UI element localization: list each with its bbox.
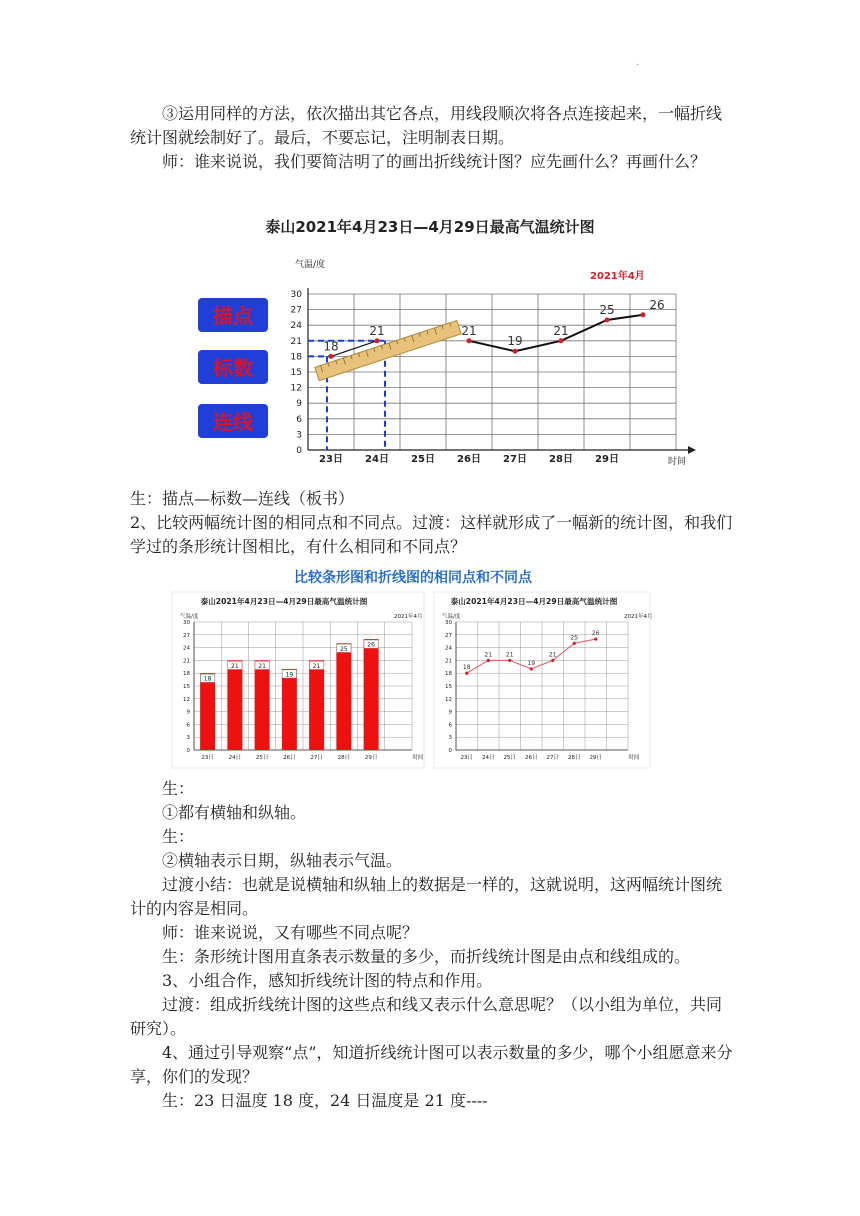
data-point xyxy=(487,659,490,662)
paragraph-1: ③运用同样的方法，依次描出其它各点，用线段顺次将各点连接起来，一幅折线统计图就绘制好了。最后，不要忘记，注明制表日期。 xyxy=(130,104,723,147)
x-tick-label: 27日 xyxy=(310,755,323,761)
x-axis-arrow xyxy=(688,446,696,454)
annotation-button-label xyxy=(198,350,268,384)
data-label: 26 xyxy=(649,297,665,312)
paragraph-3: 生：描点—标数—连线（板书） xyxy=(130,489,355,508)
data-label: 21 xyxy=(369,323,385,338)
paragraph-6: ①都有横轴和纵轴。 xyxy=(162,803,307,822)
x-tick-label: 26日 xyxy=(283,755,296,761)
x-axis-label: 时间 xyxy=(412,755,424,761)
comparison-title: 比较条形图和折线图的相同点和不同点 xyxy=(294,570,532,586)
data-point xyxy=(329,354,334,359)
paragraph-15: 生：23 日温度 18 度，24 日温度是 21 度---- xyxy=(162,1091,488,1110)
y-tick-label: 27 xyxy=(445,632,452,639)
data-label: 18 xyxy=(323,339,339,354)
data-label: 26 xyxy=(591,630,600,638)
bar xyxy=(364,639,379,750)
paragraph-14: 4、通过引导观察“点”，知道折线统计图可以表示数量的多少，哪个小组愿意来分享，你们的发现？ xyxy=(130,1043,733,1086)
annotation-label-plot: 描点 xyxy=(213,304,253,328)
paragraph-10: 师：谁来说说，又有哪些不同点呢？ xyxy=(162,923,419,942)
data-point xyxy=(559,338,564,343)
y-tick-label: 30 xyxy=(183,620,190,626)
y-tick-label: 21 xyxy=(445,658,452,665)
x-tick-label: 27日 xyxy=(546,755,559,761)
data-label: 21 xyxy=(461,323,477,338)
paragraph-2: 师：谁来说说，我们要简洁明了的画出折线统计图？应先画什么？再画什么？ xyxy=(162,152,707,171)
y-axis-label: 气温/度 xyxy=(295,260,326,270)
paragraph-7: 生： xyxy=(162,827,195,846)
y-tick-label: 9 xyxy=(296,399,302,410)
bar xyxy=(227,660,242,750)
data-point xyxy=(467,338,472,343)
data-label: 25 xyxy=(599,303,615,317)
paragraph-8: ②横轴表示日期，纵轴表示气温。 xyxy=(162,851,403,870)
y-tick-label: 18 xyxy=(445,671,452,678)
bar xyxy=(255,660,270,750)
x-tick-label: 25日 xyxy=(411,454,435,465)
x-tick-label: 23日 xyxy=(460,755,473,761)
data-point xyxy=(375,338,380,343)
y-axis-label: 气温/度 xyxy=(442,614,461,620)
y-tick-label: 21 xyxy=(183,658,190,665)
bar xyxy=(282,669,297,750)
paragraph-5: 生： xyxy=(162,779,195,798)
annotation-label-number: 标数 xyxy=(213,356,253,380)
data-label: 21 xyxy=(548,651,557,659)
y-tick-label: 30 xyxy=(445,620,452,626)
annotation-button-plot xyxy=(198,298,268,332)
y-axis-label: 气温/度 xyxy=(180,614,199,620)
data-label: 26 xyxy=(367,641,375,649)
y-tick-label: 21 xyxy=(290,336,302,347)
data-label: 21 xyxy=(553,323,569,338)
y-tick-label: 12 xyxy=(290,383,302,394)
x-tick-label: 24日 xyxy=(365,454,389,465)
chart-date-note: 2021年4月 xyxy=(394,614,423,620)
paragraph-13: 过渡：组成折线统计图的这些点和线又表示什么意思呢？（以小组为单位，共同研究）。 xyxy=(130,995,723,1038)
x-tick-label: 28日 xyxy=(549,454,573,465)
bar xyxy=(309,660,324,750)
figure-line-chart-annotated xyxy=(190,212,710,478)
y-tick-label: 15 xyxy=(290,368,302,378)
y-tick-label: 24 xyxy=(183,645,190,652)
data-label: 21 xyxy=(505,651,514,659)
data-point xyxy=(641,312,646,317)
y-tick-label: 18 xyxy=(183,671,190,678)
chart-title: 泰山2021年4月23日—4月29日最高气温统计图 xyxy=(450,597,618,606)
y-tick-label: 27 xyxy=(290,305,302,316)
x-tick-label: 25日 xyxy=(503,755,516,761)
data-label: 25 xyxy=(340,645,348,653)
data-label: 19 xyxy=(527,659,536,667)
y-tick-label: 3 xyxy=(296,430,302,441)
paragraph-11: 生：条形统计图用直条表示数量的多少，而折线统计图是由点和线组成的。 xyxy=(162,947,691,966)
y-tick-label: 0 xyxy=(186,748,190,754)
y-tick-label: 9 xyxy=(186,709,190,716)
x-tick-label: 29日 xyxy=(364,755,378,761)
figure-comparison xyxy=(170,566,670,774)
y-tick-label: 27 xyxy=(183,632,190,639)
data-point xyxy=(513,349,518,354)
bar xyxy=(200,673,215,750)
paragraph-9: 过渡小结：也就是说横轴和纵轴上的数据是一样的，这就说明，这两幅统计图统计的内容是相同。 xyxy=(130,875,723,918)
x-tick-label: 27日 xyxy=(503,454,527,465)
y-tick-label: 18 xyxy=(290,352,302,363)
bar xyxy=(336,643,351,750)
y-tick-label: 9 xyxy=(448,709,452,716)
y-tick-label: 6 xyxy=(186,722,190,729)
y-tick-label: 6 xyxy=(296,414,302,425)
data-point xyxy=(573,642,576,645)
comparison-figure xyxy=(170,566,670,770)
annotation-label-connect: 连线 xyxy=(213,410,253,434)
y-tick-label: 12 xyxy=(445,696,452,703)
data-point xyxy=(508,659,511,662)
x-tick-label: 28日 xyxy=(568,755,581,761)
data-label: 18 xyxy=(462,664,471,672)
chart-line-main xyxy=(190,212,710,474)
page-top-mark: · xyxy=(636,60,640,71)
x-tick-label: 26日 xyxy=(525,755,538,761)
data-label: 21 xyxy=(484,651,493,659)
y-tick-label: 6 xyxy=(448,722,452,729)
chart-date-note: 2021年4月 xyxy=(590,271,645,282)
x-tick-label: 25日 xyxy=(255,755,269,761)
x-tick-label: 24日 xyxy=(482,755,495,761)
data-label: 21 xyxy=(258,662,266,670)
y-tick-label: 15 xyxy=(445,684,452,690)
y-tick-label: 24 xyxy=(445,645,452,652)
data-label: 25 xyxy=(570,634,579,642)
y-tick-label: 15 xyxy=(183,684,190,690)
y-tick-label: 0 xyxy=(296,446,302,456)
y-tick-label: 3 xyxy=(186,735,190,742)
chart-line-small xyxy=(434,592,653,768)
y-tick-label: 12 xyxy=(183,696,190,703)
data-point xyxy=(465,672,468,675)
y-tick-label: 30 xyxy=(290,290,302,300)
y-tick-label: 24 xyxy=(290,321,302,332)
x-tick-label: 29日 xyxy=(595,454,619,465)
x-axis-label: 时间 xyxy=(668,457,687,467)
x-tick-label: 26日 xyxy=(457,454,481,465)
x-axis-label: 时间 xyxy=(628,755,640,761)
x-tick-label: 23日 xyxy=(201,755,214,761)
data-label: 19 xyxy=(285,671,294,679)
data-point xyxy=(605,318,610,323)
chart-bar xyxy=(172,592,424,768)
data-point xyxy=(530,667,533,670)
chart-title: 泰山2021年4月23日—4月29日最高气温统计图 xyxy=(265,218,595,236)
data-label: 21 xyxy=(312,662,321,670)
data-label: 19 xyxy=(507,334,523,349)
x-tick-label: 23日 xyxy=(319,454,343,465)
y-tick-label: 3 xyxy=(448,735,452,742)
chart-date-note: 2021年4月 xyxy=(624,614,653,620)
paragraph-4: 2、比较两幅统计图的相同点和不同点。过渡：这样就形成了一幅新的统计图，和我们学过的条形统计图相比，有什么相同和不同点？ xyxy=(130,513,733,556)
x-tick-label: 24日 xyxy=(228,755,242,761)
annotation-button-connect xyxy=(198,404,268,438)
data-point xyxy=(594,637,597,640)
chart-title: 泰山2021年4月23日—4月29日最高气温统计图 xyxy=(200,597,368,606)
paragraph-12: 3、小组合作，感知折线统计图的特点和作用。 xyxy=(162,971,493,990)
y-tick-label: 0 xyxy=(448,748,452,754)
data-label: 18 xyxy=(203,675,212,683)
data-point xyxy=(551,659,554,662)
data-label: 21 xyxy=(231,662,239,670)
x-tick-label: 29日 xyxy=(589,755,602,761)
x-tick-label: 28日 xyxy=(337,755,351,761)
